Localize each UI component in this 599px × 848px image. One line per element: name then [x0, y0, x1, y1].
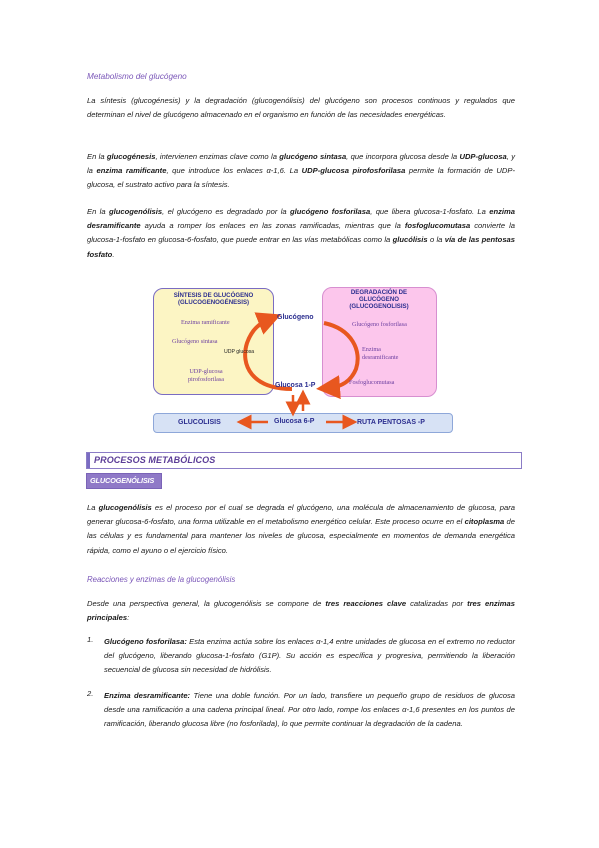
- list-number: 2.: [87, 689, 94, 698]
- udp-glucose-label: UDP glucosa: [224, 349, 255, 355]
- procesos-heading: [86, 452, 522, 469]
- synthesis-title: SÍNTESIS DE GLUCÓGENO (GLUCOGENOGÉNESIS): [173, 292, 254, 306]
- glucogenolisis-heading-text: GLUCOGENÓLISIS: [90, 476, 155, 485]
- intro-paragraph-3: En la glucogenólisis, el glucógeno es degradado por la glucógeno fosforilasa, que libera glucosa-1-fosfato. La enzima desramificante ayuda a romper los enlaces en las zonas ramificadas, mientras que la fosfoglucomutasa convierte la glucosa-1-fosfato en glucosa-6-fosfato, que puede entrar en las vías metabólicas como la glucólisis o la vía de las pentosas fosfato.: [87, 207, 516, 259]
- glucogenolisis-paragraph: La glucogenólisis es el proceso por el cual se degrada el glucógeno, una molécula de almacenamiento de glucosa, para generar glucosa-6-fosfato, una forma utilizable en el metabolismo energético celular. Este proceso ocurre en el citoplasma de las células y es fundamental para mantener los niveles de glucosa, especialmente en momentos de demanda energética rápida, como el ayuno o el ejercicio físico.: [87, 503, 515, 555]
- degradation-title: DEGRADACIÓN DE GLUCÓGENO (GLUCOGENOLISIS): [349, 289, 409, 310]
- enzyme-udp-pyrophosphorylase: UDP-glucosa pirofosforilasa: [187, 368, 225, 383]
- section-link[interactable]: Metabolismo del glucógeno: [87, 72, 187, 81]
- glycogen-metabolism-diagram: [152, 285, 452, 435]
- node-glucosa-6p: Glucosa 6-P: [274, 418, 315, 425]
- node-glucolisis: GLUCOLISIS: [178, 419, 221, 426]
- list-number: 1.: [87, 635, 94, 644]
- enzyme-branching: Enzima ramificante: [181, 319, 230, 326]
- node-glucosa-1p: Glucosa 1-P: [275, 382, 316, 389]
- heading-accent: [87, 453, 90, 468]
- enzyme-glycogen-synthase: Glucógeno sintasa: [172, 338, 218, 345]
- procesos-heading-text: PROCESOS METABÓLICOS: [94, 455, 216, 465]
- list-body: Glucógeno fosforilasa: Esta enzima actúa sobre los enlaces α-1,4 entre unidades de glucosa en el extremo no reductor del glucógeno, liberando glucosa-1-fosfato (G1P). Su acción es específica y progresiva, permitiendo la liberación secuencial de glucosa sin necesidad de hidrólisis.: [104, 637, 515, 675]
- enzyme-debranching: Enzima desramificante: [362, 346, 399, 361]
- node-ruta-pentosas: RUTA PENTOSAS -P: [357, 419, 425, 426]
- glucogenolisis-heading: [86, 473, 162, 489]
- intro-paragraph-2: En la glucogénesis, intervienen enzimas clave como la glucógeno sintasa, que incorpora glucosa desde la UDP-glucosa, y la enzima ramificante, que introduce los enlaces α-1,6. La UDP-glucosa pirofosforilasa permite la formación de UDP-glucosa, el sustrato activo para la síntesis.: [87, 152, 515, 190]
- list-body: Enzima desramificante: Tiene una doble función. Por un lado, transfiere un pequeño grupo de residuos de glucosa desde una ramificación a una cadena principal lineal. Por otro lado, rompe los enlaces α-1,6 presentes en los puntos de ramificación, liberando glucosa libre (no fosforilada), lo que permite continuar la degradación de la cadena.: [104, 691, 515, 729]
- reacciones-heading: Reacciones y enzimas de la glucogenólisis: [87, 575, 236, 584]
- enzyme-glycogen-phosphorylase: Glucógeno fosforilasa: [352, 321, 407, 328]
- node-glucogeno: Glucógeno: [277, 314, 314, 321]
- enzyme-phosphoglucomutase: Fosfoglucomutasa: [349, 379, 395, 386]
- reacciones-intro: Desde una perspectiva general, la glucogenólisis se compone de tres reacciones clave catalizadas por tres enzimas principales:: [87, 599, 515, 623]
- intro-paragraph-1: La síntesis (glucogénesis) y la degradación (glucogenólisis) del glucógeno son procesos continuos y regulados que determinan el nivel de glucógeno almacenado en el organismo en función de las necesidades energéticas.: [87, 96, 515, 120]
